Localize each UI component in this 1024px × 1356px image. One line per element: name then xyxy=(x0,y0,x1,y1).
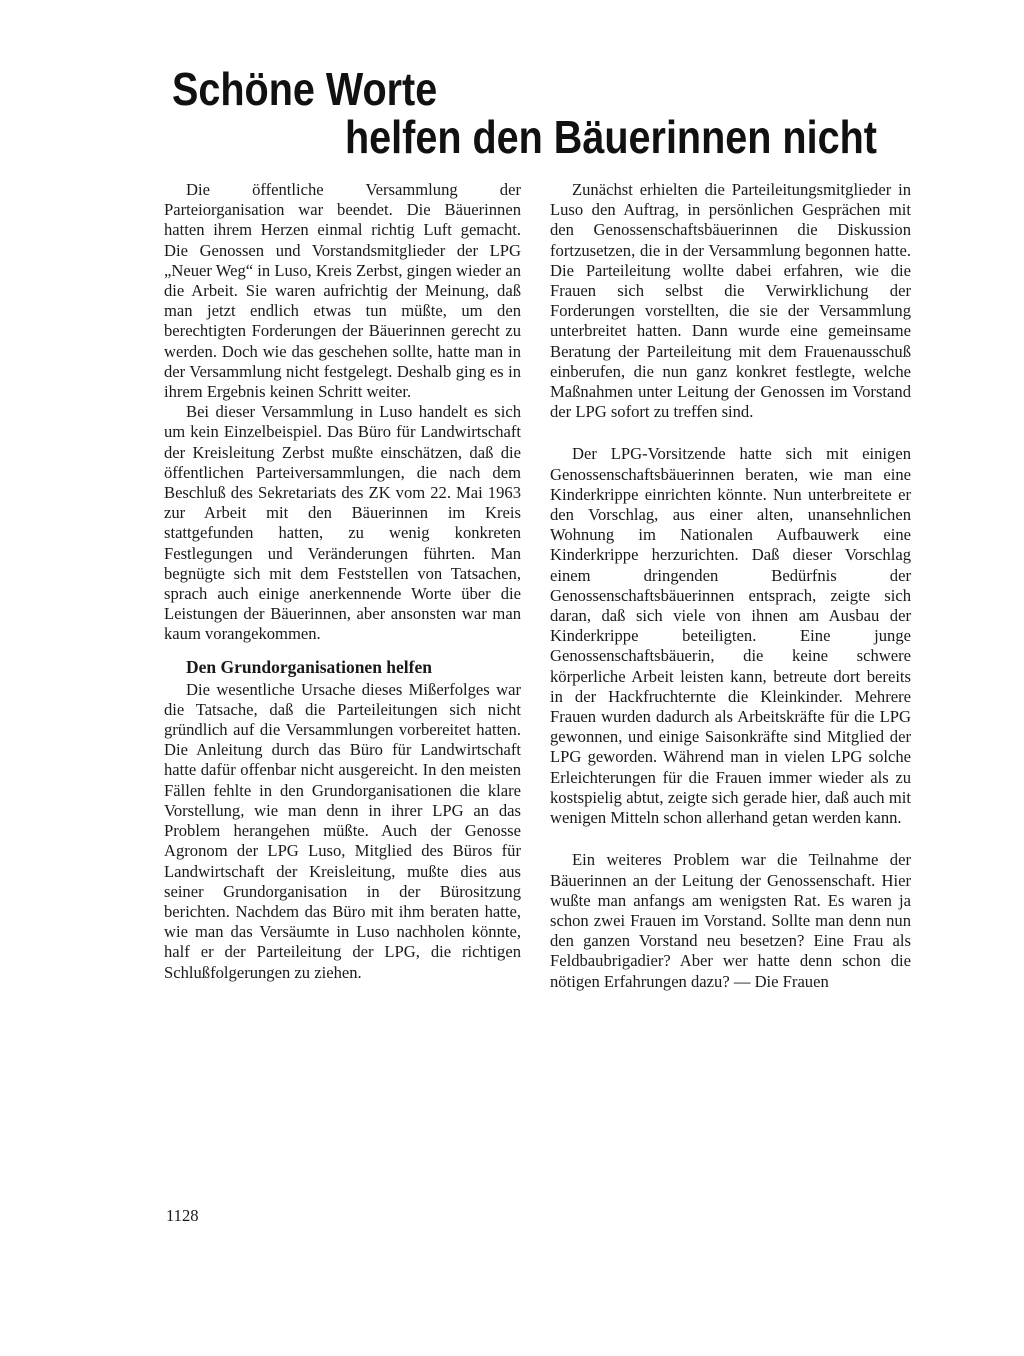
right-paragraph-2: Der LPG-Vorsitzende hatte sich mit einigen Genossenschaftsbäuerinnen beraten, wie man eine Kinderkrippe einrichten könnte. Nun unterbreitete er den Vorschlag, aus einer alten, unansehnlichen Wohnung im Nationalen Aufbauwerk eine Kinderkrippe herzurichten. Daß dieser Vorschlag einem dringenden Bedürfnis der Genossenschaftsbäuerinnen entsprach, zeigte sich daran, daß sich viele von ihnen am Ausbau der Kinderkrippe beteiligten. Eine junge Genossenschaftsbäuerin, die keine schwere körperliche Arbeit leisten kann, betreute dort bereits in der Hackfruchternte die Kleinkinder. Mehrere Frauen wurden dadurch als Arbeitskräfte für die LPG gewonnen, und einige Saisonkräfte sind Mitglied der LPG geworden. Während man in vielen LPG solche Erleichterungen für die Frauen immer wieder als zu kostspielig abtut, zeigte sich gerade hier, daß auch mit wenigen Mitteln schon allerhand getan werden kann. xyxy=(550,444,911,828)
article-title-line-2: helfen den Bäuerinnen nicht xyxy=(345,111,877,163)
page-number: 1128 xyxy=(166,1206,199,1225)
left-paragraph-1: Die öffentliche Versammlung der Parteiorganisation war beendet. Die Bäuerinnen hatten ihrem Herzen einmal richtig Luft gemacht. Die Genossen und Vorstandsmitglieder der LPG „Neuer Weg“ in Luso, Kreis Zerbst, gingen wieder an die Arbeit. Sie waren aufrichtig der Meinung, daß man jetzt endlich etwas tun müßte, um den berechtigten Forderungen der Bäuerinnen gerecht zu werden. Doch wie das geschehen sollte, hatte man in der Versammlung nicht festgelegt. Deshalb ging es in ihrem Ergebnis keinen Schritt weiter. xyxy=(164,180,521,402)
left-paragraph-2: Bei dieser Versammlung in Luso handelt es sich um kein Einzelbeispiel. Das Büro für Landwirtschaft der Kreisleitung Zerbst mußte einschätzen, daß die öffentlichen Parteiversammlungen, die nach dem Beschluß des Sekretariats des ZK vom 22. Mai 1963 zur Arbeit mit den Bäuerinnen im Kreis stattgefunden hatten, zu wenig konkreten Festlegungen und Veränderungen führten. Man begnügte sich mit dem Feststellen von Tatsachen, sprach auch einige anerkennende Worte über die Leistungen der Bäuerinnen, aber ansonsten war man kaum vorangekommen. xyxy=(164,402,521,644)
section-heading: Den Grundorganisationen helfen xyxy=(186,656,432,677)
right-paragraph-1: Zunächst erhielten die Parteileitungsmitglieder in Luso den Auftrag, in persönlichen Gesprächen mit den Genossenschaftsbäuerinnen die Diskussion fortzusetzen, die in der Versammlung begonnen hatte. Die Parteileitung wollte dabei erfahren, wie die Frauen sich selbst die Verwirklichung der Forderungen vorstellten, die sie der Versammlung unterbreitet hatten. Dann wurde eine gemeinsame Beratung der Parteileitung mit dem Frauenausschuß einberufen, die nun ganz konkret festlegte, welche Maßnahmen unter Leitung der Genossen im Vorstand der LPG sofort zu treffen sind. xyxy=(550,180,911,422)
left-column xyxy=(164,180,521,983)
right-paragraph-3: Ein weiteres Problem war die Teilnahme der Bäuerinnen an der Leitung der Genossenschaft. Hier wußte man anfangs am wenigsten Rat. Es waren ja schon zwei Frauen im Vorstand. Sollte man denn nun den ganzen Vorstand neu besetzen? Eine Frau als Feldbaubrigadier? Aber wer hatte denn schon die nötigen Erfahrungen dazu? — Die Frauen xyxy=(550,850,911,991)
left-paragraph-3: Die wesentliche Ursache dieses Mißerfolges war die Tatsache, daß die Parteileitungen sich nicht gründlich auf die Versammlungen vorbereitet hatten. Die Anleitung durch das Büro für Landwirtschaft hatte dafür offenbar nicht ausgereicht. In den meisten Fällen fehlte in den Grundorganisationen die klare Vorstellung, wie man denn in ihrer LPG an das Problem herangehen müßte. Auch der Genosse Agronom der LPG Luso, Mitglied des Büros für Landwirtschaft der Kreisleitung, mußte dies aus seiner Grundorganisation in der Bürositzung berichten. Nachdem das Büro mit ihm beraten hatte, wie man das Versäumte in Luso nachholen könnte, half er der Parteileitung der LPG, die richtigen Schlußfolgerungen zu ziehen. xyxy=(164,679,521,982)
article-title-line-1: Schöne Worte xyxy=(172,63,438,115)
right-column xyxy=(550,180,911,992)
